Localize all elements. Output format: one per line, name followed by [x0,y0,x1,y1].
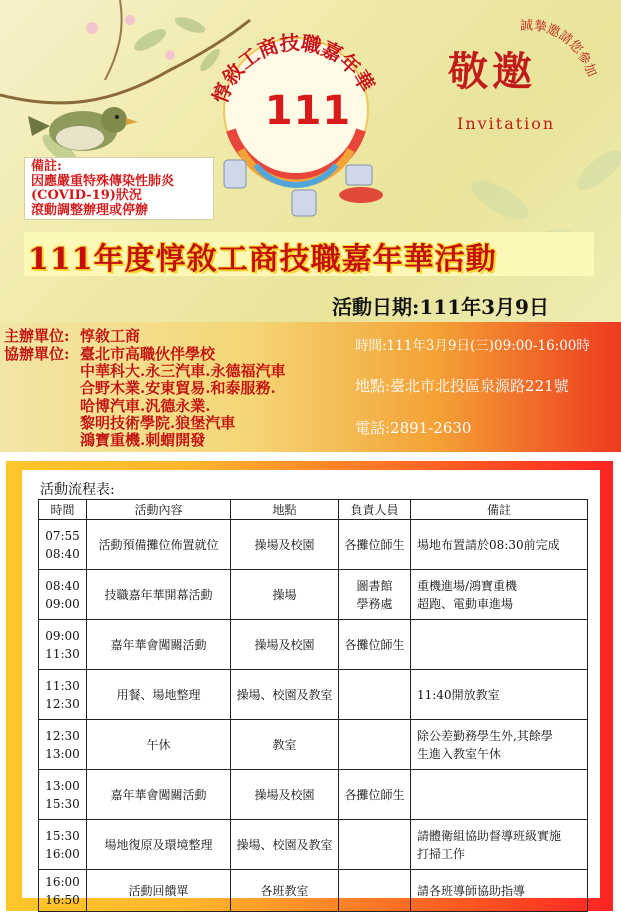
activity-cell: 活動預備攤位佈置就位 [87,520,231,570]
covid-notice [24,157,214,220]
event-phone: 電話:2891-2630 [355,419,472,437]
cell-line: 圖書館 [356,578,393,593]
activity-cell: 嘉年華會闖關活動 [87,620,231,670]
time-cell [39,670,87,720]
cell-line: 15:30 [45,796,80,811]
co-organizer-line: 合野木業.安東貿易.和泰服務. [80,379,276,397]
notice-line: 滾動調整辦理或停辦 [31,202,149,218]
cell-line: 09:00 [45,596,80,611]
staff-cell [339,570,411,620]
activity-cell: 技職嘉年華開幕活動 [87,570,231,620]
note-cell [411,520,588,570]
cell-line: 各攤位師生 [344,637,405,652]
place-cell: 教室 [231,720,339,770]
time-cell [39,770,87,820]
cell-line: 09:00 [45,628,80,643]
co-organizer-line: 鴻寶重機.刺蝟開發 [80,431,206,449]
schedule-table [38,499,588,912]
staff-cell [339,770,411,820]
emblem-number: 111 [264,88,352,134]
place-cell: 操場及校園 [231,770,339,820]
time-cell [39,570,87,620]
emblem-ring-text: 惇敘工商技職嘉年華 [207,30,380,107]
note-cell [411,720,588,770]
schedule-header-row [39,500,588,520]
event-date: 活動日期:111年3月9日 [332,295,549,319]
place-cell: 各班教室 [231,870,339,912]
co-organizer-line: 中華科大.永三汽車.永德福汽車 [80,362,286,380]
time-cell [39,870,87,912]
header-activity: 活動內容 [87,500,231,520]
cell-line: 08:40 [45,546,80,561]
co-organizer-line: 哈博汽車.汎德永業. [80,397,211,415]
header-place: 地點 [231,500,339,520]
cell-line: 12:30 [45,696,80,711]
event-time: 時間:111年3月9日(三)09:00-16:00時 [355,338,590,354]
cell-line: 重機進場/鴻寶重機 [417,578,518,593]
cell-line: 除公差勤務學生外,其餘學 [417,728,553,743]
schedule-row [39,670,588,720]
place-cell: 操場、校園及教室 [231,670,339,720]
activity-cell: 嘉年華會闖關活動 [87,770,231,820]
notice-line: (COVID-19)狀況 [31,188,142,203]
cell-line: 學務處 [356,596,393,611]
time-cell [39,720,87,770]
cell-line: 各攤位師生 [344,787,405,802]
schedule-row [39,770,588,820]
invitation-poster [0,0,621,452]
staff-cell [339,720,411,770]
cell-line: 場地布置請於08:30前完成 [417,537,560,552]
staff-cell [339,820,411,870]
activity-cell: 活動回饋單 [87,870,231,912]
header-note: 備註 [411,500,588,520]
cell-line: 15:30 [45,828,80,843]
notice-line: 因應嚴重特殊傳染性肺炎 [31,173,175,189]
host-name: 惇敘工商 [80,327,141,345]
schedule-row [39,870,588,912]
invitation-heading: 敬邀 [448,48,536,95]
staff-cell [339,620,411,670]
host-label: 主辦單位: [4,327,70,345]
co-organizer-line: 臺北市高職伙伴學校 [80,345,216,363]
schedule-row [39,520,588,570]
cell-line: 12:30 [45,728,80,743]
staff-cell [339,870,411,912]
cell-line: 11:30 [45,646,80,661]
place-cell: 操場、校園及教室 [231,820,339,870]
cell-line: 13:00 [45,746,80,761]
invitation-subtext [500,10,620,150]
activity-cell: 午休 [87,720,231,770]
co-organizer-label: 協辦單位: [4,345,70,363]
cell-line: 16:00 [45,874,80,889]
time-cell [39,520,87,570]
note-cell [411,820,588,870]
staff-cell [339,520,411,570]
co-organizer-line: 黎明技術學院.狼堡汽車 [80,414,236,432]
cell-line: 各攤位師生 [344,537,405,552]
main-title: 111年度惇敘工商技職嘉年華活動 [28,242,497,277]
activity-cell: 場地復原及環境整理 [87,820,231,870]
cell-line: 11:30 [45,678,80,693]
cell-line: 超跑、電動車進場 [417,596,514,611]
cell-line: 16:50 [45,892,80,907]
place-cell: 操場 [231,570,339,620]
time-cell [39,620,87,670]
activity-cell: 用餐、場地整理 [87,670,231,720]
place-cell: 操場及校園 [231,620,339,670]
cell-line: 打掃工作 [417,846,466,861]
schedule-row [39,820,588,870]
note-cell [411,620,588,670]
cell-line: 請各班導師協助指導 [417,883,526,898]
svg-text:誠摯邀請您參加: 誠摯邀請您參加 [519,18,600,80]
invitation-english: Invitation [457,114,556,133]
cell-line: 16:00 [45,846,80,861]
schedule-row [39,720,588,770]
cell-line: 11:40開放教室 [417,687,500,702]
cell-line: 08:40 [45,578,80,593]
note-cell [411,870,588,912]
header-time: 時間 [39,500,87,520]
cell-line: 13:00 [45,778,80,793]
cell-line: 請體衛組協助督導班級實施 [417,828,562,843]
schedule-caption: 活動流程表: [40,482,115,498]
event-location: 地點:臺北市北投區泉源路221號 [355,377,569,395]
notice-line: 備註: [31,159,62,174]
staff-cell [339,670,411,720]
schedule-row [39,620,588,670]
place-cell: 操場及校園 [231,520,339,570]
cell-line: 生進入教室午休 [417,746,502,761]
header-staff: 負責人員 [339,500,411,520]
note-cell [411,570,588,620]
note-cell [411,770,588,820]
cell-line: 07:55 [45,528,80,543]
schedule-row [39,570,588,620]
note-cell [411,670,588,720]
time-cell [39,820,87,870]
